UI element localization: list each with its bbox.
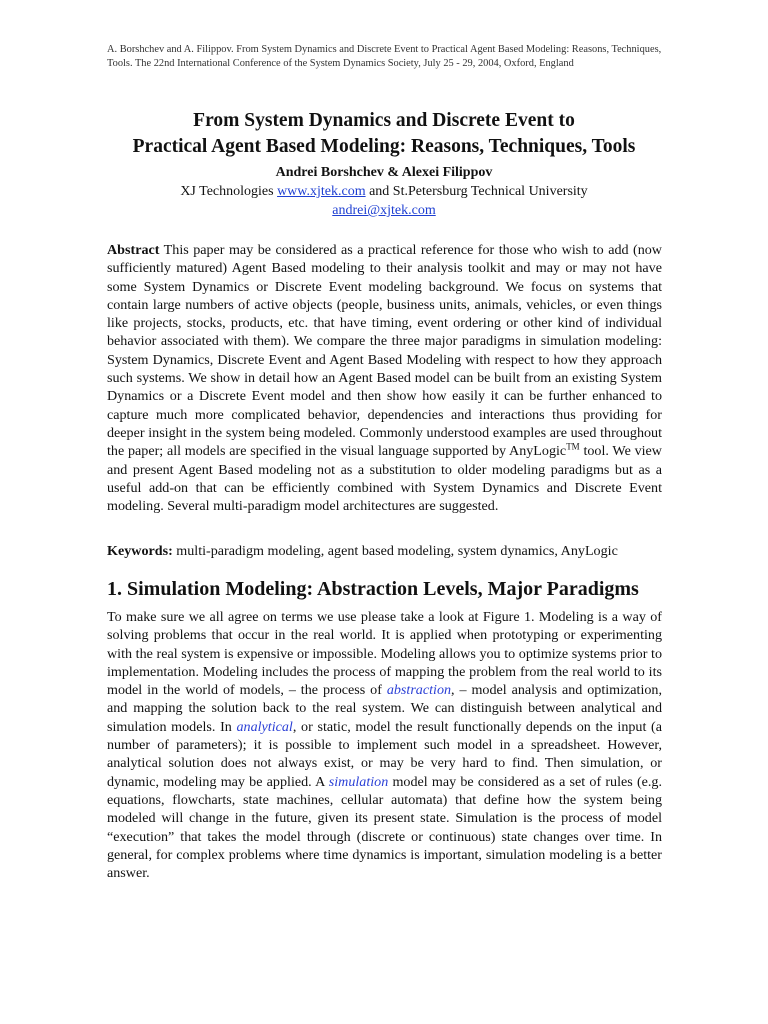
term-simulation: simulation — [328, 773, 389, 790]
term-abstraction: abstraction — [386, 682, 452, 699]
term-analytical: analytical — [236, 718, 293, 735]
website-link[interactable]: www.xjtek.com — [277, 184, 366, 199]
authors: Andrei Borshchev & Alexei Filippov — [275, 165, 493, 180]
keywords-text: multi-paradigm modeling, agent based modeling, system dynamics, AnyLogic — [176, 543, 618, 559]
trademark-mark: TM — [566, 441, 580, 452]
email-link[interactable]: andrei@xjtek.com — [332, 203, 436, 218]
citation-header: A. Borshchev and A. Filippov. From System Dynamics and Discrete Event to Practical Agent Based Modeling: Reasons, Techniques, Tools. The 22nd International Conference of the System Dynamics Society, July 25 - 29, 2004, Oxford, England — [107, 44, 662, 69]
abstract-paragraph — [107, 241, 662, 515]
affiliation — [0, 182, 768, 202]
section-1-text-3: , or static, model the result functionally depends on the input (a number of parameters); it is possible to implement such model in a spreadsheet. However, analytical solution does not always exist, or may be very hard to find. Then simulation, or dynamic, modeling may be applied. A — [107, 718, 662, 790]
section-1-text-1: To make sure we all agree on terms we use please take a look at Figure 1. Modeling is a way of solving problems that occur in the real world. It is applied when prototyping or experimenting with the real system is expensive or impossible. Modeling allows you to optimize systems prior to implementation. Modeling includes the process of mapping the problem from the real world to its model in the world of models, – the process of — [107, 609, 662, 699]
abstract-label: Abstract — [107, 242, 160, 258]
email-line — [0, 202, 768, 220]
title-line-2: Practical Agent Based Modeling: Reasons, Techniques, Tools — [132, 136, 636, 157]
section-1-text-4: model may be considered as a set of rules (e.g. equations, flowcharts, state machines, cellular automata) that define how the system being modeled will change in the future, given its present state. Simulation is the process of model “execution” that takes the model through (discrete or continuous) state changes over time. In general, for complex problems where time dynamics is important, simulation modeling is a better answer. — [107, 773, 662, 882]
section-1-heading: 1. Simulation Modeling: Abstraction Levels, Major Paradigms — [107, 578, 639, 600]
keywords-line — [107, 542, 667, 560]
title-line-1: From System Dynamics and Discrete Event to — [193, 110, 575, 131]
abstract-text-1: This paper may be considered as a practical reference for those who wish to add (now sufficiently matured) Agent Based modeling to their analysis toolkit and may or may not have some System Dynamics or Discrete Event modeling background. We focus on systems that contain large numbers of active objects (people, business units, animals, vehicles, or even things like projects, stocks, products, etc. that have timing, event ordering or other kind of individual behavior associated with them). We compare the three major paradigms in simulation modeling: System Dynamics, Discrete Event and Agent Based Modeling with respect to how they approach such systems. We show in detail how an Agent Based model can be built from an existing System Dynamics or a Discrete Event model and then show how easily it can be further enhanced to capture much more complicated behavior, dependencies and interactions thus providing for deeper insight in the system being modeled. Commonly understood examples are used throughout the paper; all models are specified in the visual language supported by AnyLogic — [107, 242, 662, 460]
affiliation-org: XJ Technologies — [180, 184, 274, 199]
affiliation-suffix: and St.Petersburg Technical University — [369, 184, 588, 199]
keywords-label: Keywords: — [107, 543, 173, 559]
abstract-text-2: tool. We view and present Agent Based modeling not as a substitution to older modeling paradigms but as a useful add-on that can be efficiently combined with System Dynamics and Discrete Event modeling. Several multi-paradigm model architectures are suggested. — [107, 443, 662, 515]
section-1-text-2: , – model analysis and optimization, and mapping the solution back to the real system. We can distinguish between analytical and simulation models. In — [107, 682, 663, 735]
section-1-paragraph — [107, 608, 662, 882]
paper-title — [0, 108, 768, 160]
